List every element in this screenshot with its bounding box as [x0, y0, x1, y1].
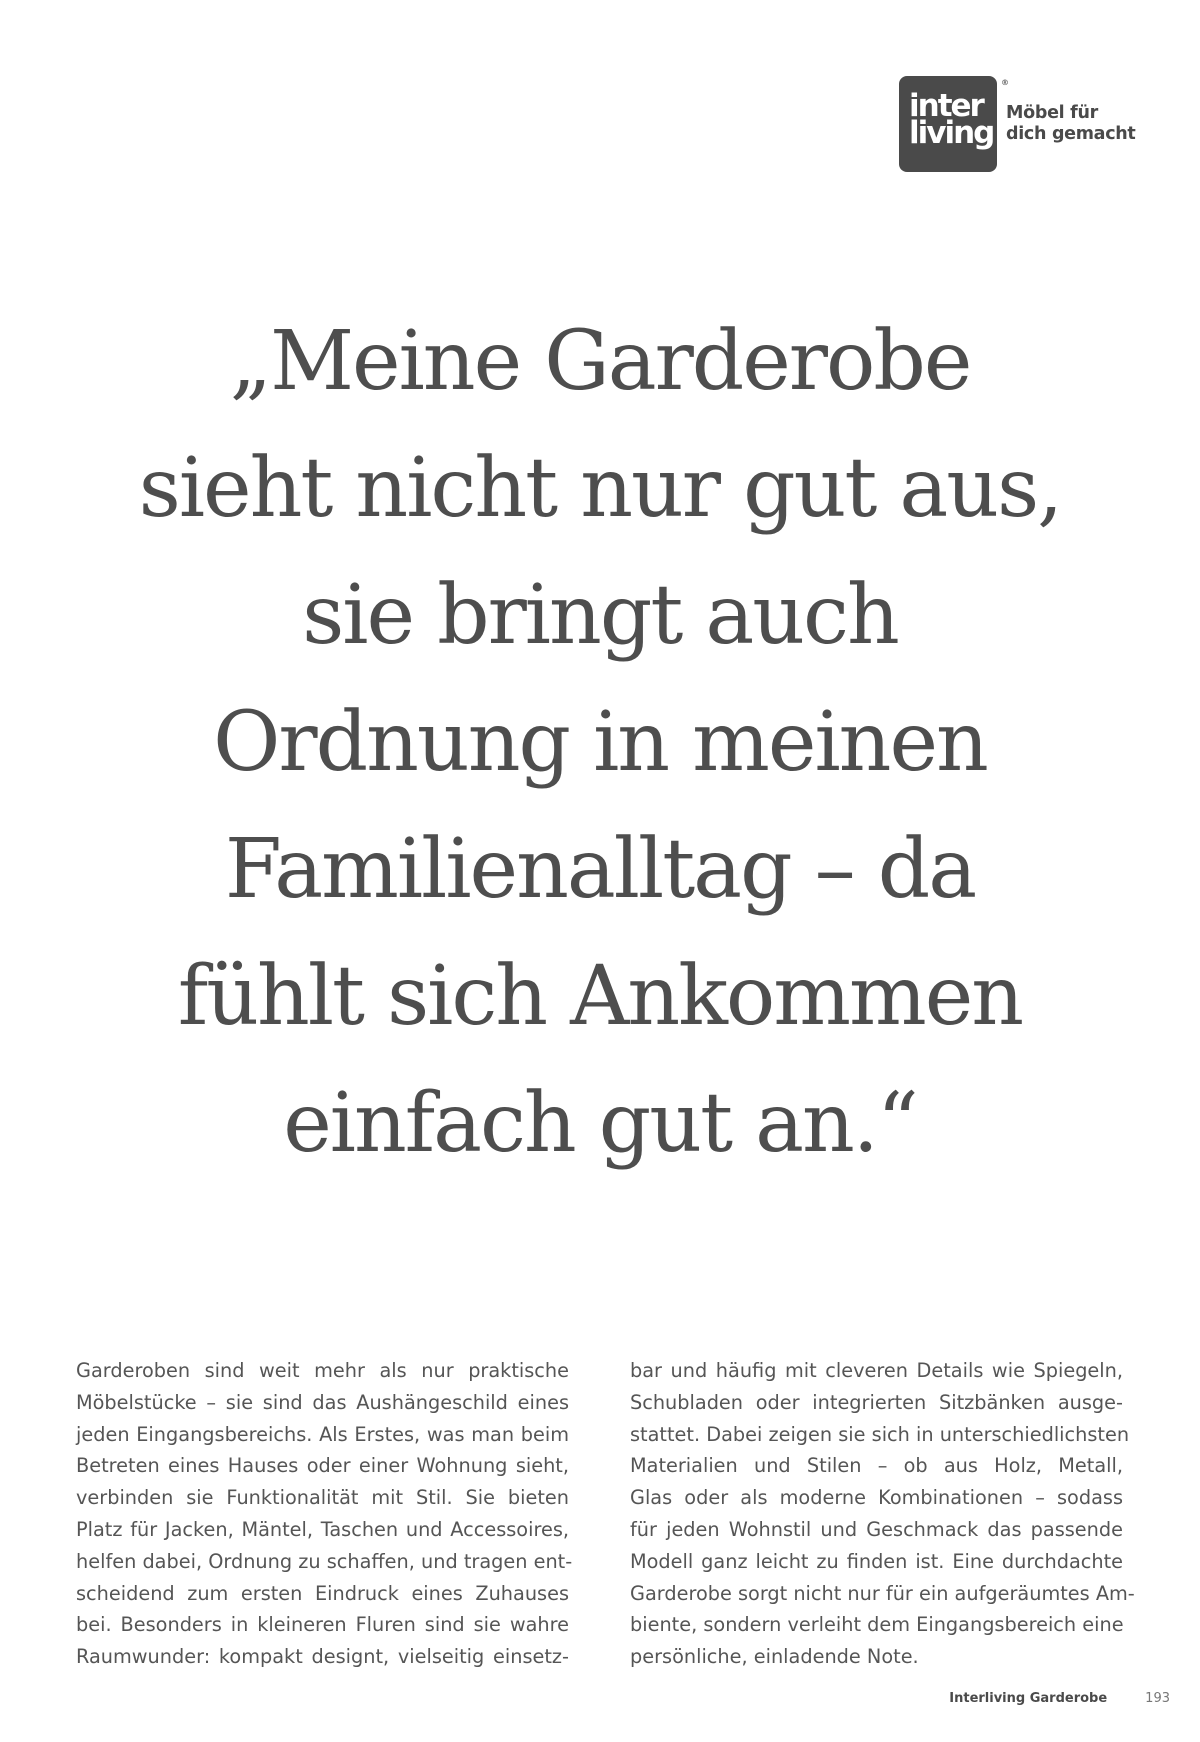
logo-word-living: living — [909, 115, 994, 151]
body-line: verbinden sie Funktionalität mit Stil. Sie bieten — [76, 1486, 569, 1510]
interliving-logo — [899, 76, 1136, 172]
pull-quote — [0, 298, 1200, 1187]
body-line: scheidend zum ersten Eindruck eines Zuhauses — [76, 1581, 569, 1605]
body-line: Glas oder als moderne Kombinationen – sodass — [630, 1486, 1123, 1510]
quote-line: „Meine Garderobe — [229, 314, 971, 409]
page-number: 193 — [1145, 1691, 1170, 1706]
quote-line: sieht nicht nur gut aus, — [138, 441, 1062, 536]
body-line: biente, sondern verleiht dem Eingangsbereich eine — [630, 1613, 1124, 1637]
body-line: für jeden Wohnstil und Geschmack das passende — [630, 1517, 1123, 1541]
body-line: Raumwunder: kompakt designt, vielseitig einsetz- — [76, 1645, 569, 1669]
footer-title: Interliving Garderobe — [949, 1691, 1108, 1706]
logo-mark — [899, 76, 1009, 172]
logo-tagline-line-2: dich gemacht — [1006, 124, 1136, 144]
body-line: bar und häufig mit cleveren Details wie Spiegeln, — [630, 1359, 1123, 1382]
body-line: helfen dabei, Ordnung zu schaffen, und tragen ent- — [76, 1549, 573, 1573]
logo-tagline — [1006, 103, 1136, 145]
quote-line: fühlt sich Ankommen — [177, 949, 1023, 1044]
logo-tagline-line-1: Möbel für — [1006, 103, 1098, 123]
body-line: Betreten eines Hauses oder einer Wohnung sieht, — [76, 1454, 569, 1478]
body-line: Garderobe sorgt nicht nur für ein aufgeräumtes Am- — [630, 1581, 1135, 1605]
body-line: Materialien und Stilen – ob aus Holz, Metall, — [630, 1454, 1123, 1478]
body-line: Platz für Jacken, Mäntel, Taschen und Accessoires, — [76, 1517, 569, 1541]
body-text-left-column — [76, 1355, 573, 1673]
logo-word-inter: inter — [909, 88, 983, 124]
body-text-right-column — [630, 1355, 1135, 1673]
body-line: bei. Besonders in kleineren Fluren sind sie wahre — [76, 1613, 569, 1637]
quote-line: einfach gut an.“ — [283, 1076, 917, 1171]
body-line: stattet. Dabei zeigen sie sich in unterschiedlichsten — [630, 1422, 1130, 1446]
body-line: Möbelstücke – sie sind das Aushängeschild eines — [76, 1390, 569, 1414]
body-line: jeden Eingangsbereichs. Als Erstes, was man beim — [76, 1422, 569, 1446]
body-line: Schubladen oder integrierten Sitzbänken ausge- — [630, 1390, 1123, 1414]
body-line: persönliche, einladende Note. — [630, 1645, 919, 1669]
page-footer — [949, 1691, 1170, 1706]
body-line: Modell ganz leicht zu finden ist. Eine durchdachte — [630, 1549, 1123, 1573]
quote-line: sie bringt auch — [302, 568, 898, 663]
quote-line: Familienalltag – da — [224, 822, 976, 917]
body-line: Garderoben sind weit mehr als nur praktische — [76, 1359, 569, 1382]
registered-mark: ® — [1001, 78, 1009, 87]
quote-line: Ordnung in meinen — [213, 695, 987, 790]
